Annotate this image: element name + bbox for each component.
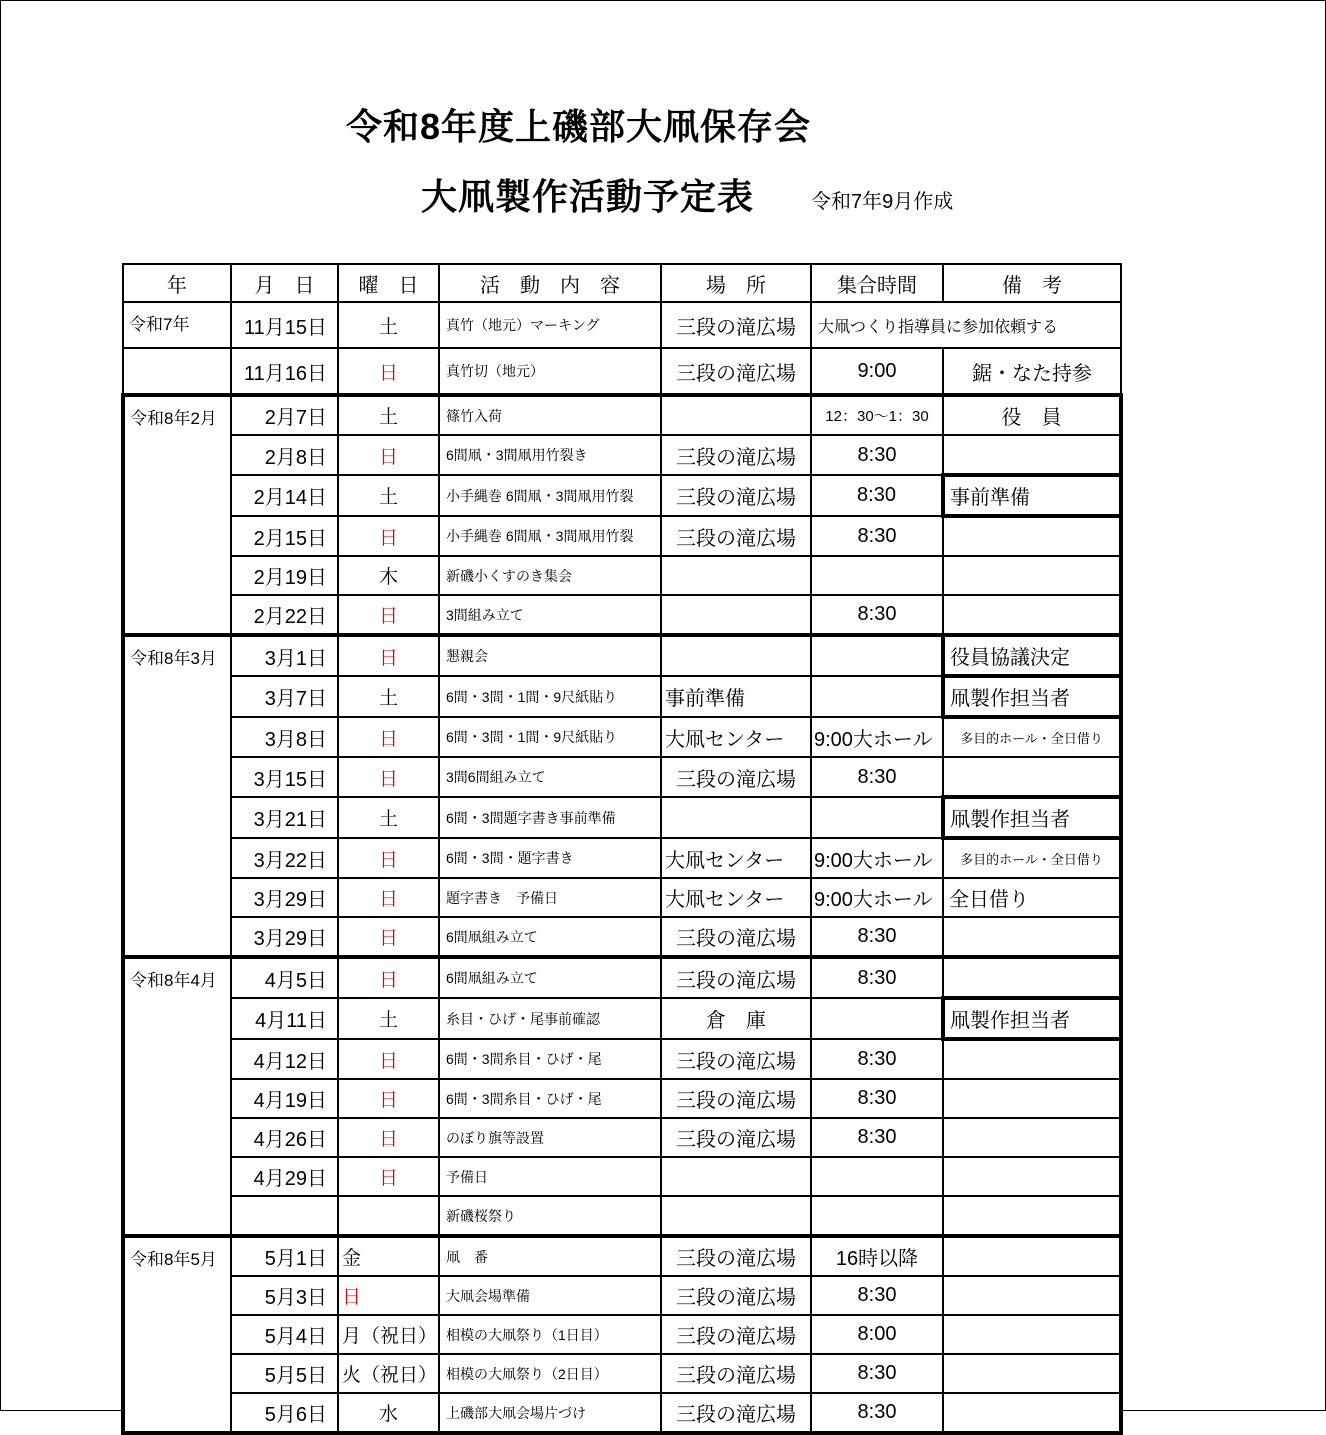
place-cell: 三段の滝広場 [661, 1039, 811, 1079]
weekday-cell: 土 [338, 676, 439, 717]
date-cell: 3月7日 [231, 676, 338, 717]
year-cell: 令和8年5月 [123, 1236, 231, 1433]
remark-cell: 事前準備 [943, 475, 1121, 516]
place-cell [661, 556, 811, 595]
column-header-activity: 活 動 内 容 [439, 264, 661, 302]
activity-cell: 小手縄巻 6間凧・3間凧用竹裂 [439, 516, 661, 556]
meeting-time-cell: 8:30 [811, 595, 943, 635]
meeting-time-cell: 16時以降 [811, 1236, 943, 1276]
remark-cell [943, 1276, 1121, 1315]
date-cell: 3月8日 [231, 717, 338, 757]
activity-cell: 6間・3間糸目・ひげ・尾 [439, 1039, 661, 1079]
meeting-time-cell [811, 797, 943, 838]
weekday-cell: 土 [338, 395, 439, 435]
remark-cell [943, 1354, 1121, 1393]
weekday-cell: 日 [338, 435, 439, 475]
remark-cell: 役 員 [943, 395, 1121, 435]
year-cell [123, 348, 231, 395]
meeting-time-cell: 12：30～1：30 [811, 395, 943, 435]
date-cell: 4月19日 [231, 1079, 338, 1118]
remark-cell: 多目的ホール・全日借り [943, 717, 1121, 757]
remark-cell [943, 1079, 1121, 1118]
date-cell: 3月1日 [231, 635, 338, 676]
place-cell: 三段の滝広場 [661, 757, 811, 797]
activity-cell: 新磯小くすのき集会 [439, 556, 661, 595]
meeting-time-cell: 8:30 [811, 757, 943, 797]
time-remark-merged-cell: 大凧つくり指導員に参加依頼する [811, 302, 1121, 348]
table-header-row [123, 264, 1121, 302]
document-title: 令和8年度上磯部大凧保存会 [346, 106, 812, 147]
column-header-weekday: 曜 日 [338, 264, 439, 302]
meeting-time-cell: 8:00 [811, 1315, 943, 1354]
date-cell: 11月16日 [231, 348, 338, 395]
weekday-cell: 土 [338, 302, 439, 348]
column-header-meeting-time: 集合時間 [811, 264, 943, 302]
activity-cell: 真竹切（地元） [439, 348, 661, 395]
meeting-time-cell: 8:30 [811, 957, 943, 998]
activity-cell: のぼり旗等設置 [439, 1118, 661, 1157]
place-cell: 大凧センター [661, 717, 811, 757]
table-row [123, 717, 1121, 757]
remark-cell [943, 1315, 1121, 1354]
date-cell: 5月4日 [231, 1315, 338, 1354]
weekday-cell: 水 [338, 1393, 439, 1433]
remark-cell: 凧製作担当者 [943, 797, 1121, 838]
table-row [123, 595, 1121, 635]
activity-cell: 懇親会 [439, 635, 661, 676]
weekday-cell: 土 [338, 998, 439, 1039]
year-cell: 令和8年3月 [123, 635, 231, 957]
year-cell: 令和7年 [123, 302, 231, 348]
place-cell [661, 395, 811, 435]
table-row [123, 1079, 1121, 1118]
schedule-table [121, 263, 1123, 1435]
meeting-time-cell: 8:30 [811, 1276, 943, 1315]
place-cell: 三段の滝広場 [661, 1393, 811, 1433]
meeting-time-cell [811, 556, 943, 595]
table-row [123, 838, 1121, 878]
date-cell: 3月15日 [231, 757, 338, 797]
activity-cell: 小手縄巻 6間凧・3間凧用竹裂 [439, 475, 661, 516]
table-row [123, 878, 1121, 917]
weekday-cell: 金 [338, 1236, 439, 1276]
table-row [123, 676, 1121, 717]
weekday-cell [338, 1196, 439, 1236]
remark-cell [943, 1196, 1121, 1236]
place-cell [661, 1157, 811, 1196]
table-row [123, 1393, 1121, 1433]
activity-cell: 篠竹入荷 [439, 395, 661, 435]
table-row [123, 1039, 1121, 1079]
activity-cell: 上磯部大凧会場片づけ [439, 1393, 661, 1433]
weekday-cell: 日 [338, 1118, 439, 1157]
date-cell: 2月22日 [231, 595, 338, 635]
weekday-cell: 日 [338, 1079, 439, 1118]
place-cell: 三段の滝広場 [661, 957, 811, 998]
table-row [123, 435, 1121, 475]
weekday-cell: 日 [338, 917, 439, 957]
weekday-cell: 日 [338, 717, 439, 757]
table-row [123, 516, 1121, 556]
document-subtitle: 大凧製作活動予定表 [421, 176, 755, 217]
place-cell: 三段の滝広場 [661, 516, 811, 556]
table-row [123, 917, 1121, 957]
date-cell: 3月29日 [231, 917, 338, 957]
weekday-cell: 土 [338, 797, 439, 838]
column-header-place: 場 所 [661, 264, 811, 302]
place-cell [661, 595, 811, 635]
place-cell [661, 635, 811, 676]
activity-cell: 3間組み立て [439, 595, 661, 635]
activity-cell: 大凧会場準備 [439, 1276, 661, 1315]
meeting-time-cell: 8:30 [811, 475, 943, 516]
place-cell: 三段の滝広場 [661, 1236, 811, 1276]
meeting-time-cell: 9:00 [811, 348, 943, 395]
month-group [123, 1236, 1121, 1433]
weekday-cell: 火（祝日） [338, 1354, 439, 1393]
weekday-cell: 日 [338, 348, 439, 395]
activity-cell: 6間・3間・1間・9尺紙貼り [439, 717, 661, 757]
table-row [123, 395, 1121, 435]
month-group [123, 635, 1121, 957]
created-date-note: 令和7年9月作成 [811, 191, 954, 213]
weekday-cell: 日 [338, 635, 439, 676]
activity-cell: 相模の大凧祭り（1日目） [439, 1315, 661, 1354]
table-row [123, 1157, 1121, 1196]
date-cell [231, 1196, 338, 1236]
date-cell: 3月29日 [231, 878, 338, 917]
meeting-time-cell: 8:30 [811, 1079, 943, 1118]
remark-cell: 多目的ホール・全日借り [943, 838, 1121, 878]
place-cell: 三段の滝広場 [661, 1315, 811, 1354]
meeting-time-cell [811, 998, 943, 1039]
place-cell: 三段の滝広場 [661, 302, 811, 348]
meeting-time-cell: 8:30 [811, 516, 943, 556]
place-cell: 三段の滝広場 [661, 435, 811, 475]
date-cell: 11月15日 [231, 302, 338, 348]
table-row [123, 348, 1121, 395]
place-cell: 三段の滝広場 [661, 348, 811, 395]
activity-cell: 題字書き 予備日 [439, 878, 661, 917]
remark-cell [943, 556, 1121, 595]
activity-cell: 6間凧組み立て [439, 917, 661, 957]
table-row [123, 797, 1121, 838]
table-row [123, 1196, 1121, 1236]
meeting-time-cell [811, 1157, 943, 1196]
meeting-time-cell: 8:30 [811, 435, 943, 475]
date-cell: 4月29日 [231, 1157, 338, 1196]
date-cell: 2月7日 [231, 395, 338, 435]
meeting-time-cell [811, 635, 943, 676]
remark-cell [943, 1236, 1121, 1276]
remark-cell: 役員協議決定 [943, 635, 1121, 676]
meeting-time-cell: 9:00大ホール [811, 878, 943, 917]
table-row [123, 957, 1121, 998]
meeting-time-cell [811, 1196, 943, 1236]
place-cell: 倉 庫 [661, 998, 811, 1039]
activity-cell: 3間6間組み立て [439, 757, 661, 797]
place-cell: 大凧センター [661, 838, 811, 878]
activity-cell: 6間凧・3間凧用竹裂き [439, 435, 661, 475]
date-cell: 5月5日 [231, 1354, 338, 1393]
year-cell: 令和8年4月 [123, 957, 231, 1236]
date-cell: 3月22日 [231, 838, 338, 878]
activity-cell: 真竹（地元）マーキング [439, 302, 661, 348]
date-cell: 4月11日 [231, 998, 338, 1039]
weekday-cell: 土 [338, 475, 439, 516]
month-group [123, 957, 1121, 1236]
date-cell: 5月6日 [231, 1393, 338, 1433]
remark-cell [943, 435, 1121, 475]
place-cell: 三段の滝広場 [661, 1118, 811, 1157]
table-row [123, 556, 1121, 595]
place-cell: 三段の滝広場 [661, 475, 811, 516]
activity-cell: 6間・3間題字書き事前準備 [439, 797, 661, 838]
date-cell: 5月1日 [231, 1236, 338, 1276]
date-cell: 4月5日 [231, 957, 338, 998]
table-row [123, 1354, 1121, 1393]
remark-cell [943, 917, 1121, 957]
activity-cell: 6間・3間・題字書き [439, 838, 661, 878]
remark-cell [943, 1118, 1121, 1157]
meeting-time-cell: 8:30 [811, 1354, 943, 1393]
remark-cell [943, 757, 1121, 797]
weekday-cell: 日 [338, 1276, 439, 1315]
activity-cell: 6間凧組み立て [439, 957, 661, 998]
place-cell: 三段の滝広場 [661, 917, 811, 957]
date-cell: 2月14日 [231, 475, 338, 516]
remark-cell: 凧製作担当者 [943, 998, 1121, 1039]
weekday-cell: 日 [338, 757, 439, 797]
remark-cell: 凧製作担当者 [943, 676, 1121, 717]
table-row [123, 757, 1121, 797]
meeting-time-cell: 8:30 [811, 1039, 943, 1079]
date-cell: 5月3日 [231, 1276, 338, 1315]
place-cell: 三段の滝広場 [661, 1354, 811, 1393]
meeting-time-cell: 8:30 [811, 1118, 943, 1157]
date-cell: 4月12日 [231, 1039, 338, 1079]
table-row [123, 998, 1121, 1039]
place-cell: 三段の滝広場 [661, 1276, 811, 1315]
meeting-time-cell: 9:00大ホール [811, 717, 943, 757]
table-row [123, 475, 1121, 516]
weekday-cell: 日 [338, 1039, 439, 1079]
place-cell: 大凧センター [661, 878, 811, 917]
table-row [123, 1118, 1121, 1157]
weekday-cell: 日 [338, 838, 439, 878]
meeting-time-cell [811, 676, 943, 717]
table-row [123, 302, 1121, 348]
activity-cell: 相模の大凧祭り（2日目） [439, 1354, 661, 1393]
activity-cell: 予備日 [439, 1157, 661, 1196]
activity-cell: 糸目・ひげ・尾事前確認 [439, 998, 661, 1039]
month-group [123, 395, 1121, 635]
year-cell: 令和8年2月 [123, 395, 231, 635]
weekday-cell: 日 [338, 1157, 439, 1196]
remark-cell [943, 1393, 1121, 1433]
date-cell: 2月19日 [231, 556, 338, 595]
column-header-year: 年 [123, 264, 231, 302]
column-header-date: 月 日 [231, 264, 338, 302]
table-row [123, 1236, 1121, 1276]
remark-cell [943, 516, 1121, 556]
place-cell: 三段の滝広場 [661, 1079, 811, 1118]
place-cell [661, 797, 811, 838]
meeting-time-cell: 9:00大ホール [811, 838, 943, 878]
remark-cell [943, 957, 1121, 998]
weekday-cell: 日 [338, 595, 439, 635]
weekday-cell: 日 [338, 516, 439, 556]
weekday-cell: 日 [338, 957, 439, 998]
weekday-cell: 月（祝日） [338, 1315, 439, 1354]
activity-cell: 凧 番 [439, 1236, 661, 1276]
remark-cell [943, 1157, 1121, 1196]
place-cell: 事前準備 [661, 676, 811, 717]
date-cell: 2月15日 [231, 516, 338, 556]
meeting-time-cell: 8:30 [811, 917, 943, 957]
activity-cell: 6間・3間糸目・ひげ・尾 [439, 1079, 661, 1118]
table-row [123, 1315, 1121, 1354]
weekday-cell: 木 [338, 556, 439, 595]
remark-cell [943, 595, 1121, 635]
table-row [123, 635, 1121, 676]
meeting-time-cell: 8:30 [811, 1393, 943, 1433]
activity-cell: 6間・3間・1間・9尺紙貼り [439, 676, 661, 717]
remark-cell: 鋸・なた持参 [943, 348, 1121, 395]
remark-cell: 全日借り [943, 878, 1121, 917]
month-group [123, 302, 1121, 395]
remark-cell [943, 1039, 1121, 1079]
date-cell: 4月26日 [231, 1118, 338, 1157]
date-cell: 3月21日 [231, 797, 338, 838]
place-cell [661, 1196, 811, 1236]
date-cell: 2月8日 [231, 435, 338, 475]
weekday-cell: 日 [338, 878, 439, 917]
column-header-remarks: 備 考 [943, 264, 1121, 302]
activity-cell: 新磯桜祭り [439, 1196, 661, 1236]
table-row [123, 1276, 1121, 1315]
